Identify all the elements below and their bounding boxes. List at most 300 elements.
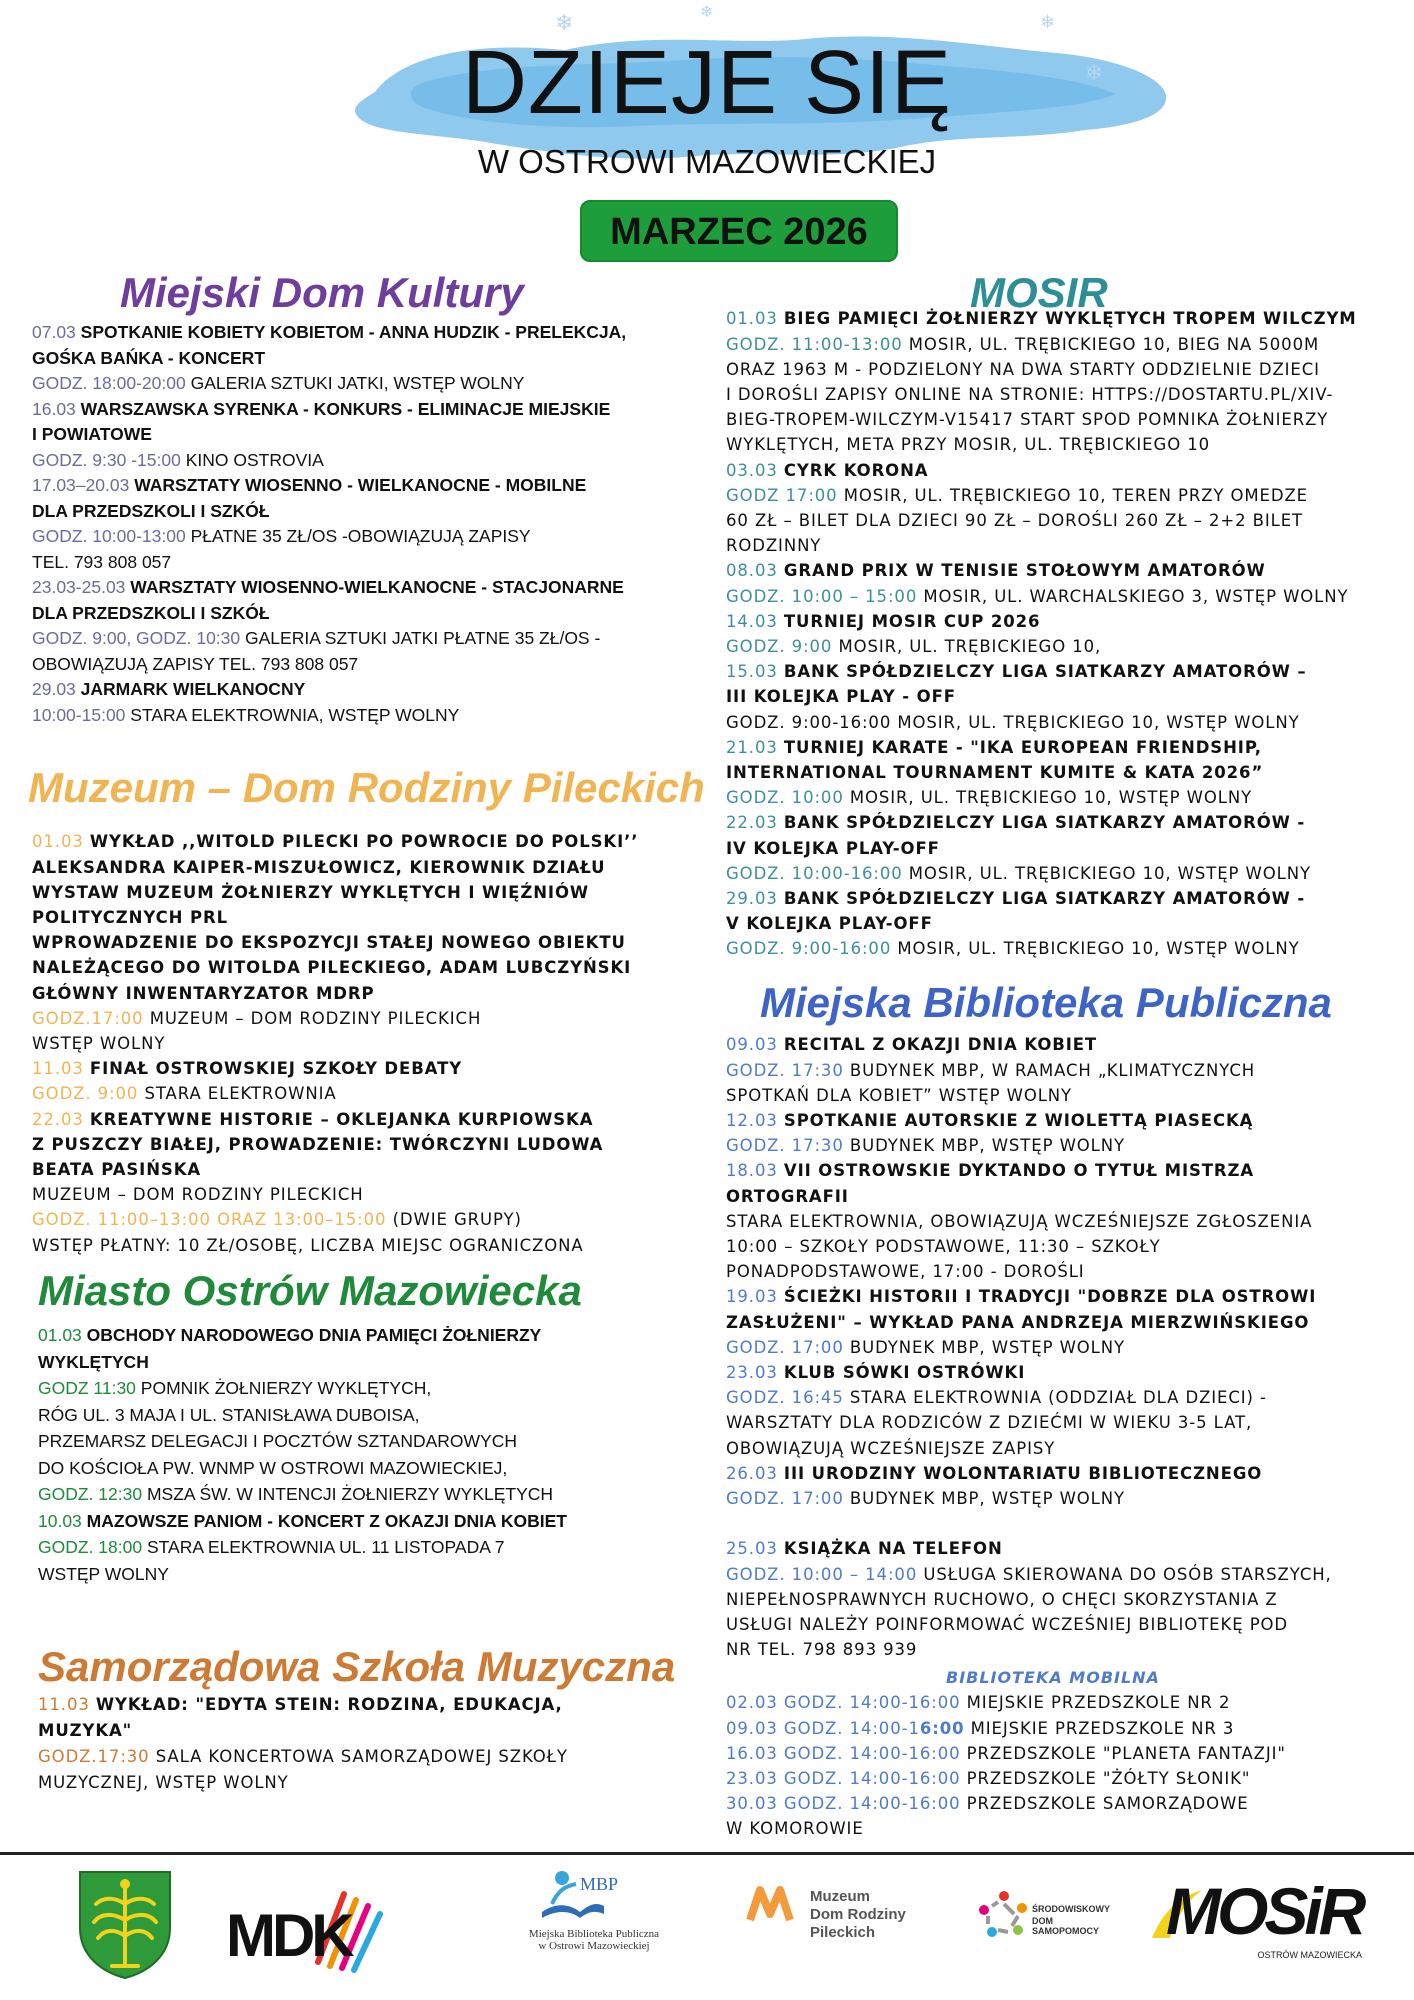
event-line <box>726 458 1398 483</box>
event-line <box>38 1561 728 1588</box>
event-date-time: 17.03–20.03 <box>32 475 130 496</box>
event-line <box>726 634 1398 659</box>
event-name: I POWIATOWE <box>32 424 152 445</box>
event-detail: W KOMOROWIE <box>726 1819 864 1839</box>
event-name: III URODZINY WOLONTARIATU BIBLIOTECZNEGO <box>783 1463 1263 1483</box>
section-title-mosir: MOSIR <box>970 269 1108 316</box>
event-name: KLUB SÓWKI OSTRÓWKI <box>783 1363 1026 1383</box>
event-detail: OBOWIĄZUJĄ ZAPISY TEL. 793 808 057 <box>32 653 359 674</box>
snowflake-icon: ❄ <box>700 4 714 21</box>
event-line <box>726 1690 1398 1715</box>
event-date-time: GODZ. 9:00, GODZ. 10:30 <box>32 628 241 649</box>
muzeum-logo <box>746 1880 926 1970</box>
event-line <box>726 508 1398 533</box>
event-detail: BIEG-TROPEM-WILCZYM-V15417 START SPOD POMNIKA ŻOŁNIERZY <box>726 410 1329 430</box>
event-name: ORTOGRAFII <box>726 1186 849 1206</box>
section-title-szkola: Samorządowa Szkoła Muzyczna <box>38 1643 676 1690</box>
event-line <box>726 432 1398 457</box>
event-line <box>38 1692 728 1718</box>
sds-logo <box>976 1884 1110 1974</box>
event-name: RECITAL Z OKAZJI DNIA KOBIET <box>783 1035 1098 1055</box>
event-line <box>32 1107 728 1132</box>
event-line <box>726 1741 1398 1766</box>
event-date-time: GODZ. 16:45 <box>726 1388 844 1408</box>
event-date-time: GODZ. 10:00 – 14:00 <box>726 1564 918 1584</box>
event-name: GRAND PRIX W TENISIE STOŁOWYM AMATORÓW <box>783 561 1266 581</box>
event-line <box>726 1133 1398 1158</box>
footer-logos <box>0 1862 1414 2000</box>
event-detail: STARA ELEKTROWNIA, WSTĘP WOLNY <box>130 704 460 725</box>
section-miasto <box>38 1266 728 1587</box>
event-line <box>38 1508 728 1535</box>
event-line <box>726 1486 1398 1511</box>
event-detail: MUZEUM – DOM RODZINY PILECKICH <box>32 1185 364 1205</box>
event-line <box>32 371 722 397</box>
event-detail: MOSIR, UL. TRĘBICKIEGO 10, TEREN PRZY OMEDZE <box>843 485 1309 505</box>
event-line <box>32 1157 728 1182</box>
event-date-time: GODZ.17:00 <box>32 1008 144 1028</box>
mobile-library-title: BIBLIOTEKA MOBILNA <box>946 1668 1160 1688</box>
event-detail: WSTĘP WOLNY <box>32 1034 166 1054</box>
event-detail: STARA ELEKTROWNIA, OBOWIĄZUJĄ WCZEŚNIEJSZE ZGŁOSZENIA <box>726 1211 1313 1231</box>
muzeum-mark-icon <box>746 1884 796 1924</box>
event-date-time: GODZ. 18:00 <box>38 1537 143 1558</box>
event-line <box>726 558 1398 583</box>
mosir-logo <box>1146 1874 1376 1974</box>
event-line <box>32 1081 728 1106</box>
event-detail: STARA ELEKTROWNIA UL. 11 LISTOPADA 7 <box>146 1537 505 1558</box>
event-line <box>726 1562 1398 1587</box>
event-date-time: 21.03 <box>726 737 778 757</box>
event-line <box>38 1375 728 1402</box>
event-name: DLA PRZEDSZKOLI I SZKÓŁ <box>32 500 270 521</box>
event-line <box>726 785 1398 810</box>
event-line <box>726 357 1398 382</box>
event-list-mdk <box>32 320 722 728</box>
event-line <box>32 955 728 980</box>
event-detail: PONADPODSTAWOWE, 17:00 - DOROŚLI <box>726 1262 1085 1282</box>
event-line <box>32 855 728 880</box>
event-line <box>38 1718 728 1744</box>
event-line <box>726 609 1398 634</box>
event-line <box>32 981 728 1006</box>
event-detail: MOSIR, UL. TRĘBICKIEGO 10, BIEG NA 5000M <box>908 334 1320 354</box>
section-mbp <box>726 978 1398 1842</box>
event-name: KSIĄŻKA NA TELEFON <box>783 1539 1003 1559</box>
event-line <box>32 601 722 627</box>
event-date-time: GODZ. 9:30 -15:00 <box>32 449 181 470</box>
event-detail: WARSZTATY DLA RODZICÓW Z DZIEĆMI W WIEKU 3-5 LAT, <box>726 1413 1253 1433</box>
snowflake-icon: ❄ <box>1040 12 1056 32</box>
event-name: TURNIEJ MOSIR CUP 2026 <box>783 611 1041 631</box>
event-name: IV KOLEJKA PLAY-OFF <box>726 838 940 858</box>
event-name: JARMARK WIELKANOCNY <box>80 679 306 700</box>
event-line <box>32 1132 728 1157</box>
event-detail: SPOTKAŃ DLA KOBIET” WSTĘP WOLNY <box>726 1085 1073 1105</box>
event-date-time: 25.03 <box>726 1539 778 1559</box>
event-date-time: 11.03 <box>38 1695 90 1715</box>
snowflake-icon: ❄ <box>555 10 574 35</box>
event-line <box>32 1182 728 1207</box>
event-name: TURNIEJ KARATE - "IKA EUROPEAN FRIENDSHIP, <box>783 737 1262 757</box>
mbp-caption-2: w Ostrowi Mazowieckiej <box>538 1940 650 1952</box>
event-name: GOŚKA BAŃKA - KONCERT <box>32 347 266 368</box>
event-line <box>726 710 1398 735</box>
event-date-time: 07.03 <box>32 322 76 343</box>
event-date-time: 01.03 <box>726 309 778 329</box>
event-detail: WSTĘP PŁATNY: 10 ZŁ/OSOBĘ, LICZBA MIEJSC OGRANICZONA <box>32 1235 584 1255</box>
event-line <box>32 499 722 525</box>
event-name: BANK SPÓŁDZIELCZY LIGA SIATKARZY AMATORÓW - <box>783 813 1306 833</box>
event-line <box>726 1158 1398 1183</box>
event-detail: USŁUGI NALEŻY POINFORMOWAĆ WCZEŚNIEJ BIBLIOTEKĘ POD <box>726 1615 1289 1635</box>
event-line <box>726 1360 1398 1385</box>
event-line <box>38 1481 728 1508</box>
section-mdk <box>32 268 722 728</box>
event-name: ZASŁUŻENI" – WYKŁAD PANA ANDRZEJA MIERZWIŃSKIEGO <box>726 1312 1310 1332</box>
event-date-time: GODZ. 9:00 <box>32 1084 139 1104</box>
event-name: MAZOWSZE PANIOM - KONCERT Z OKAZJI DNIA KOBIET <box>86 1510 567 1531</box>
event-detail: PRZEDSZKOLE "ŻÓŁTY SŁONIK" <box>966 1769 1251 1789</box>
event-name: MUZYKA" <box>38 1721 133 1741</box>
event-line <box>726 1410 1398 1435</box>
event-line <box>32 397 722 423</box>
event-name: FINAŁ OSTROWSKIEJ SZKOŁY DEBATY <box>89 1059 463 1079</box>
event-detail: USŁUGA SKIEROWANA DO OSÓB STARSZYCH, <box>923 1564 1332 1584</box>
event-detail: 60 ZŁ – BILET DLA DZIECI 90 ZŁ – DOROŚLI 260 ZŁ – 2+2 BILET <box>726 511 1304 531</box>
event-detail: STARA ELEKTROWNIA (ODDZIAŁ DLA DZIECI) - <box>849 1388 1267 1408</box>
event-detail: BUDYNEK MBP, WSTĘP WOLNY <box>849 1337 1126 1357</box>
event-detail: DO KOŚCIOŁA PW. WNMP W OSTROWI MAZOWIECKIEJ, <box>38 1457 508 1478</box>
event-list-muzeum <box>28 829 728 1257</box>
event-name: BANK SPÓŁDZIELCZY LIGA SIATKARZY AMATORÓW – <box>783 662 1307 682</box>
page-subtitle: W OSTROWI MAZOWIECKIEJ <box>477 143 937 180</box>
event-detail: PRZEMARSZ DELEGACJI I POCZTÓW SZTANDAROWYCH <box>38 1431 518 1452</box>
event-list-mbp <box>726 1032 1398 1662</box>
event-name: V KOLEJKA PLAY-OFF <box>726 914 933 934</box>
event-date-time: 01.03 <box>32 832 84 852</box>
event-date-time: 08.03 <box>726 561 778 581</box>
event-date-time: 01.03 <box>38 1325 82 1346</box>
event-detail: 10:00 – SZKOŁY PODSTAWOWE, 11:30 – SZKOŁY <box>726 1237 1161 1257</box>
event-name: KREATYWNE HISTORIE – OKLEJANKA KURPIOWSKA <box>89 1109 594 1129</box>
event-detail: (DWIE GRUPY) <box>392 1210 522 1230</box>
event-line <box>32 524 722 550</box>
event-detail: STARA ELEKTROWNIA <box>144 1084 337 1104</box>
event-detail: NIEPEŁNOSPRAWNYCH RUCHOWO, O CHĘCI SKORZYSTANIA Z <box>726 1589 1278 1609</box>
people-circle-icon <box>976 1888 1032 1944</box>
event-line <box>32 829 728 854</box>
event-line <box>726 483 1398 508</box>
event-line <box>32 1006 728 1031</box>
section-mosir <box>726 268 1398 962</box>
event-date-time: GODZ. 17:30 <box>726 1136 844 1156</box>
event-line <box>32 473 722 499</box>
footer-divider <box>0 1852 1414 1855</box>
event-detail: MOSIR, UL. TRĘBICKIEGO 10, WSTĘP WOLNY <box>849 788 1253 808</box>
event-date-time: 22.03 <box>726 813 778 833</box>
muzeum-logo-line-1: Muzeum <box>810 1888 870 1905</box>
event-line <box>726 1234 1398 1259</box>
section-title-mdk: Miejski Dom Kultury <box>120 269 524 316</box>
event-line <box>32 652 722 678</box>
event-line <box>726 533 1398 558</box>
event-line <box>32 1207 728 1232</box>
event-line <box>32 320 722 346</box>
event-date-time: 15.03 <box>726 662 778 682</box>
event-line <box>726 836 1398 861</box>
event-date-time: 29.03 <box>32 679 76 700</box>
event-date-time: GODZ 11:30 <box>38 1378 136 1399</box>
event-detail: GODZ. 9:00-16:00 MOSIR, UL. TRĘBICKIEGO 10, WSTĘP WOLNY <box>726 712 1300 732</box>
event-line <box>32 930 728 955</box>
event-detail: GALERIA SZTUKI JATKI, WSTĘP WOLNY <box>190 373 525 394</box>
event-detail: MUZYCZNEJ, WSTĘP WOLNY <box>38 1773 289 1793</box>
event-name: WYSTAW MUZEUM ŻOŁNIERZY WYKLĘTYCH I WIĘŹNIÓW <box>32 882 589 902</box>
event-line <box>726 735 1398 760</box>
event-line <box>726 1637 1398 1662</box>
event-line <box>726 1587 1398 1612</box>
event-detail: MIEJSKIE PRZEDSZKOLE NR 2 <box>966 1693 1231 1713</box>
event-date-time: 11.03 <box>32 1059 84 1079</box>
event-date-time: 22.03 <box>32 1109 84 1129</box>
header <box>0 0 1414 270</box>
event-line <box>726 1259 1398 1284</box>
event-detail: WSTĘP WOLNY <box>38 1563 169 1584</box>
event-name: WYKŁAD: "EDYTA STEIN: RODZINA, EDUKACJA, <box>95 1695 563 1715</box>
event-detail: PRZEDSZKOLE "PLANETA FANTAZJI" <box>966 1743 1286 1763</box>
event-detail: BUDYNEK MBP, WSTĘP WOLNY <box>849 1489 1126 1509</box>
event-name: WARSZAWSKA SYRENKA - KONKURS - ELIMINACJE MIEJSKIE <box>80 398 611 419</box>
event-detail: KINO OSTROVIA <box>185 449 324 470</box>
event-detail: MUZEUM – DOM RODZINY PILECKICH <box>149 1008 482 1028</box>
event-name: VII OSTROWSKIE DYKTANDO O TYTUŁ MISTRZA <box>783 1161 1255 1181</box>
mdk-logo <box>226 1876 386 1976</box>
event-date-time: 16.03 <box>32 398 76 419</box>
event-name: ALEKSANDRA KAIPER-MISZUŁOWICZ, KIEROWNIK DZIAŁU <box>32 857 606 877</box>
event-name: OBCHODY NARODOWEGO DNIA PAMIĘCI ŻOŁNIERZY <box>86 1325 542 1346</box>
event-date-time: GODZ. 11:00-13:00 <box>726 334 903 354</box>
event-line <box>32 1031 728 1056</box>
event-line <box>726 1083 1398 1108</box>
event-name: WYKŁAD ,,WITOLD PILECKI PO POWROCIE DO POLSKI’’ <box>89 832 639 852</box>
event-line <box>726 382 1398 407</box>
muzeum-logo-line-2: Dom Rodziny <box>810 1906 906 1923</box>
event-line <box>726 1791 1398 1816</box>
event-line <box>726 584 1398 609</box>
event-line <box>726 936 1398 961</box>
sds-logo-line-1: ŚRODOWISKOWY <box>1032 1904 1110 1914</box>
event-detail: MSZA ŚW. W INTENCJI ŻOŁNIERZY WYKLĘTYCH <box>146 1484 554 1505</box>
event-line <box>726 332 1398 357</box>
section-title-mbp: Miejska Biblioteka Publiczna <box>760 979 1332 1026</box>
section-title-muzeum: Muzeum – Dom Rodziny Pileckich <box>28 764 705 811</box>
event-line <box>32 575 722 601</box>
event-date-time: GODZ. 12:30 <box>38 1484 143 1505</box>
event-date-time: 09.03 GODZ. 14:00-1 <box>726 1718 920 1738</box>
mdk-logo-text: MDK <box>226 1902 351 1969</box>
event-line <box>726 911 1398 936</box>
event-line <box>726 1436 1398 1461</box>
event-line <box>726 659 1398 684</box>
event-line <box>726 1184 1398 1209</box>
event-name: DLA PRZEDSZKOLI I SZKÓŁ <box>32 602 270 623</box>
event-line <box>726 760 1398 785</box>
event-detail: MOSIR, UL. WARCHALSKIEGO 3, WSTĘP WOLNY <box>923 586 1349 606</box>
event-line <box>726 1209 1398 1234</box>
event-line <box>726 1108 1398 1133</box>
city-coat-of-arms-logo <box>76 1868 174 1980</box>
event-name: SPOTKANIE KOBIETY KOBIETOM - ANNA HUDZIK - PRELEKCJA, <box>80 322 627 343</box>
event-line <box>726 1310 1398 1335</box>
event-date-time: GODZ. 10:00-16:00 <box>726 863 903 883</box>
event-detail: NR TEL. 798 893 939 <box>726 1640 918 1660</box>
event-name: III KOLEJKA PLAY - OFF <box>726 687 956 707</box>
event-line <box>32 1233 728 1258</box>
event-date-time: GODZ 17:00 <box>726 485 838 505</box>
event-detail: PRZEDSZKOLE SAMORZĄDOWE <box>966 1794 1249 1814</box>
event-line <box>38 1322 728 1349</box>
event-date-time: GODZ. 17:00 <box>726 1337 844 1357</box>
event-line <box>32 422 722 448</box>
event-line <box>32 1056 728 1081</box>
event-line <box>726 1816 1398 1841</box>
event-detail: OBOWIĄZUJĄ WCZEŚNIEJSZE ZAPISY <box>726 1438 1056 1458</box>
event-line <box>32 550 722 576</box>
event-name: ŚCIEŻKI HISTORII I TRADYCJI "DOBRZE DLA OSTROWI <box>783 1287 1317 1307</box>
event-line <box>32 703 722 729</box>
muzeum-logo-line-3: Pileckich <box>810 1924 876 1941</box>
event-name: POLITYCZNYCH PRL <box>32 908 229 927</box>
event-detail: I DOROŚLI ZAPISY ONLINE NA STRONIE: HTTPS://DOSTARTU.PL/XIV- <box>726 385 1334 404</box>
event-name: WARSZTATY WIOSENNO - WIELKANOCNE - MOBILNE <box>134 475 587 496</box>
event-detail: GALERIA SZTUKI JATKI PŁATNE 35 ZŁ/OS - <box>245 628 601 649</box>
event-detail: MOSIR, UL. TRĘBICKIEGO 10, WSTĘP WOLNY <box>897 939 1300 959</box>
event-line <box>32 677 722 703</box>
event-detail: POMNIK ŻOŁNIERZY WYKLĘTYCH, <box>140 1378 432 1399</box>
event-date-time: GODZ. 10:00 – 15:00 <box>726 586 918 606</box>
month-badge: MARZEC 2026 <box>580 200 898 262</box>
event-date-time: 18.03 <box>726 1161 778 1181</box>
event-name: BEATA PASIŃSKA <box>32 1160 202 1180</box>
event-line <box>32 905 728 930</box>
event-list-szkola <box>38 1692 728 1796</box>
event-line <box>32 448 722 474</box>
event-date-time: 23.03 <box>726 1363 778 1383</box>
event-date-time: 02.03 GODZ. 14:00-16:00 <box>726 1693 961 1713</box>
mosir-logo-text: MOSiR <box>1166 1874 1363 1948</box>
event-line <box>726 407 1398 432</box>
event-date-time: GODZ. 11:00–13:00 ORAZ 13:00–15:00 <box>32 1210 387 1230</box>
mobile-library-list <box>726 1690 1398 1841</box>
event-line <box>726 306 1398 331</box>
event-date-time: 03.03 <box>726 460 778 480</box>
event-date-time: GODZ. 17:00 <box>726 1489 844 1509</box>
event-line <box>38 1349 728 1376</box>
event-line <box>726 1335 1398 1360</box>
event-detail: PŁATNE 35 ZŁ/OS -OBOWIĄZUJĄ ZAPISY <box>190 526 531 547</box>
mbp-logo-text: MBP <box>580 1874 619 1894</box>
event-line <box>726 1385 1398 1410</box>
event-date-time: GODZ. 10:00-13:00 <box>32 526 186 547</box>
event-line <box>726 1284 1398 1309</box>
event-list-mosir <box>726 306 1398 961</box>
event-line <box>726 1032 1398 1057</box>
event-line <box>726 1612 1398 1637</box>
event-date-time: 10.03 <box>38 1510 82 1531</box>
mosir-logo-caption: OSTRÓW MAZOWIECKA <box>1257 1950 1362 1960</box>
event-line <box>726 1716 1398 1741</box>
event-detail: BUDYNEK MBP, W RAMACH „KLIMATYCZNYCH <box>849 1060 1256 1080</box>
event-date-time: GODZ. 9:00 <box>726 637 833 657</box>
page-title: DZIEJE SIĘ <box>461 33 953 133</box>
event-line <box>726 1511 1398 1536</box>
event-line <box>32 626 722 652</box>
event-line <box>726 1058 1398 1083</box>
event-name: SPOTKANIE AUTORSKIE Z WIOLETTĄ PIASECKĄ <box>783 1111 1254 1130</box>
mbp-logo <box>514 1868 674 1988</box>
event-time-bold: 6:00 <box>919 1718 965 1738</box>
event-detail: RODZINNY <box>726 536 822 556</box>
snowflake-icon: ❄ <box>1085 60 1104 85</box>
event-line <box>726 1536 1398 1561</box>
event-date-time: 16.03 GODZ. 14:00-16:00 <box>726 1743 961 1763</box>
section-szkola <box>38 1642 728 1796</box>
section-muzeum <box>28 763 728 1258</box>
event-detail: WYKLĘTYCH, META PRZY MOSIR, UL. TRĘBICKIEGO 10 <box>726 435 1211 455</box>
event-date-time: GODZ. 10:00 <box>726 788 844 808</box>
event-date-time: 12.03 <box>726 1111 778 1130</box>
event-name: NALEŻĄCEGO DO WITOLDA PILECKIEGO, ADAM LUBCZYŃSKI <box>32 958 632 978</box>
event-date-time: 09.03 <box>726 1035 778 1055</box>
event-detail: MOSIR, UL. TRĘBICKIEGO 10, <box>838 637 1102 657</box>
event-detail: BUDYNEK MBP, WSTĘP WOLNY <box>849 1136 1126 1156</box>
event-date-time: GODZ. 9:00-16:00 <box>726 939 892 959</box>
event-date-time: 23.03-25.03 <box>32 577 126 598</box>
event-date-time: 14.03 <box>726 611 778 631</box>
event-date-time: 26.03 <box>726 1463 778 1483</box>
event-name: WARSZTATY WIOSENNO-WIELKANOCNE - STACJONARNE <box>130 577 624 598</box>
event-name: BANK SPÓŁDZIELCZY LIGA SIATKARZY AMATORÓW - <box>783 889 1306 909</box>
event-name: WYKLĘTYCH <box>38 1351 149 1372</box>
event-date-time: GODZ. 18:00-20:00 <box>32 373 186 394</box>
event-line <box>726 684 1398 709</box>
event-name: CYRK KORONA <box>783 460 929 480</box>
event-date-time: 10:00-15:00 <box>32 704 126 725</box>
event-date-time: GODZ.17:30 <box>38 1747 150 1767</box>
event-date-time: 19.03 <box>726 1287 778 1307</box>
event-line <box>38 1744 728 1770</box>
event-line <box>38 1534 728 1561</box>
event-date-time: 30.03 GODZ. 14:00-16:00 <box>726 1794 961 1814</box>
event-line <box>726 1766 1398 1791</box>
event-line <box>726 810 1398 835</box>
event-line <box>38 1402 728 1429</box>
event-detail: ORAZ 1963 M - PODZIELONY NA DWA STARTY ODDZIELNIE DZIECI <box>726 359 1320 379</box>
event-name: WPROWADZENIE DO EKSPOZYCJI STAŁEJ NOWEGO OBIEKTU <box>32 933 626 953</box>
event-line <box>32 880 728 905</box>
event-detail: MIEJSKIE PRZEDSZKOLE NR 3 <box>970 1718 1235 1738</box>
event-detail: RÓG UL. 3 MAJA I UL. STANISŁAWA DUBOISA, <box>38 1404 420 1425</box>
event-name: GŁÓWNY INWENTARYZATOR MDRP <box>32 983 375 1003</box>
event-line <box>726 1461 1398 1486</box>
event-line <box>32 346 722 372</box>
event-detail: TEL. 793 808 057 <box>32 551 172 572</box>
mbp-caption-1: Miejska Biblioteka Publiczna <box>528 1928 660 1940</box>
event-date-time: 23.03 GODZ. 14:00-16:00 <box>726 1769 961 1789</box>
event-name: BIEG PAMIĘCI ŻOŁNIERZY WYKLĘTYCH TROPEM WILCZYM <box>783 309 1357 329</box>
event-date-time: GODZ. 17:30 <box>726 1060 844 1080</box>
